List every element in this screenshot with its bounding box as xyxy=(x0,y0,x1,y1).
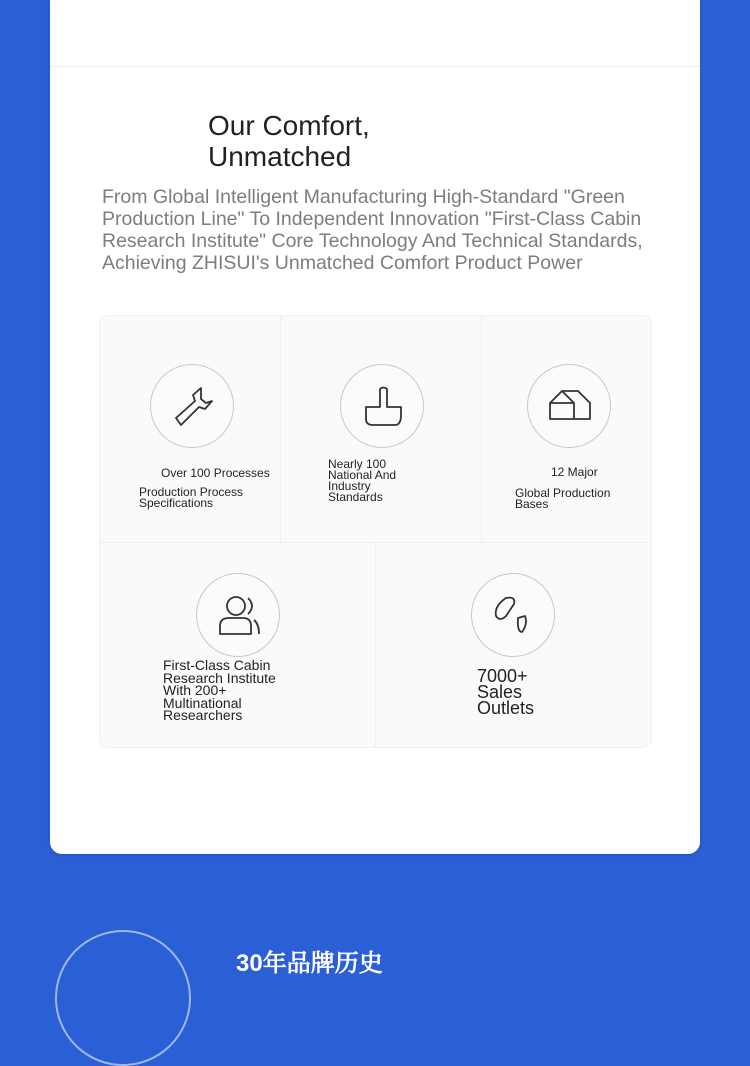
feature-bases xyxy=(482,316,651,543)
feature-bases-line2: Global Production Bases xyxy=(515,486,611,511)
feature-standards xyxy=(281,316,482,543)
hand-pointer-icon xyxy=(340,364,424,448)
history-circle xyxy=(55,930,191,1066)
features-grid xyxy=(99,315,652,748)
people-icon xyxy=(196,573,280,657)
next-section-title: 30年品牌历史 xyxy=(236,950,383,977)
section-description: From Global Intelligent Manufacturing High-Standard "Green Production Line" To Independent Innovation "First-Class Cabin Research Institute" Core Technology And Technical Standards, Achieving ZHISUI's Unmatched Comfort Product Power xyxy=(102,186,643,274)
feature-research-text: First-Class Cabin Research Institute With 200+ Multinational Researchers xyxy=(163,657,276,723)
feature-research-institute xyxy=(100,543,376,747)
feature-sales-outlets xyxy=(376,543,651,747)
feature-standards-text: Nearly 100 National And Industry Standards xyxy=(328,457,397,504)
divider xyxy=(50,66,700,67)
title-line-1: Our Comfort, xyxy=(208,110,370,141)
feature-processes-line2: Production Process Specifications xyxy=(139,485,244,510)
feature-processes-line1: Over 100 Processes xyxy=(161,466,270,480)
content-card xyxy=(50,0,700,854)
feature-outlets-text: 7000+ Sales Outlets xyxy=(477,666,535,718)
feature-bases-line1: 12 Major xyxy=(551,465,598,479)
globe-icon xyxy=(471,573,555,657)
feature-processes xyxy=(100,316,281,543)
wrench-icon xyxy=(150,364,234,448)
house-icon xyxy=(527,364,611,448)
title-line-2: Unmatched xyxy=(208,141,352,172)
section-title xyxy=(208,110,370,172)
